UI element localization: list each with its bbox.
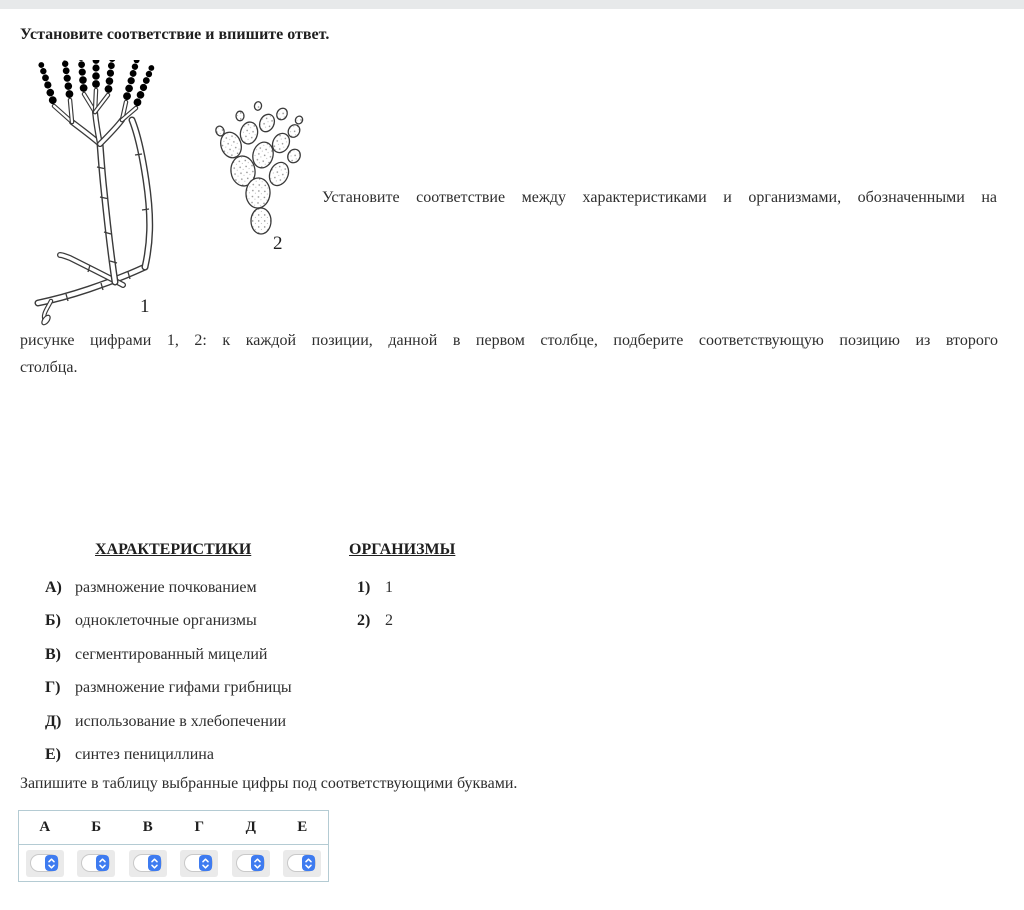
answer-cell-e <box>277 850 329 877</box>
answer-column-header-e: Е <box>297 819 308 835</box>
item-text: размножение почкованием <box>75 579 257 596</box>
answer-cell-a <box>19 850 71 877</box>
item-letter: Б) <box>45 612 61 630</box>
organism-value: 1 <box>385 579 393 596</box>
answer-table-header-row <box>19 811 328 845</box>
characteristic-item-e <box>0 738 360 771</box>
organisms-header: ОРГАНИЗМЫ <box>349 541 456 558</box>
stepper-up-down-icon <box>304 857 313 870</box>
answer-column-header-a: А <box>39 819 51 835</box>
figure-yeast-drawing <box>203 93 318 255</box>
characteristic-item-b <box>0 604 360 637</box>
stepper-up-down-icon <box>201 857 210 870</box>
answer-column-header-b: Б <box>91 819 102 835</box>
item-text: размножение гифами грибницы <box>75 679 292 697</box>
stepper-button-b[interactable] <box>96 855 109 871</box>
answer-table-input-row <box>19 845 328 881</box>
organism-number: 1) <box>357 579 371 596</box>
question-text-line1: Установите соответствие между характеристиками и организмами, обозначенными на <box>322 189 997 206</box>
question-text-line3: столбца. <box>20 359 78 376</box>
answer-spinner-v[interactable] <box>129 850 167 877</box>
organisms-list <box>357 571 477 638</box>
organism-number: 2) <box>357 612 371 630</box>
answer-spinner-e[interactable] <box>283 850 321 877</box>
answer-column-header-g: Г <box>194 819 205 835</box>
organism-item-1 <box>357 571 477 604</box>
item-letter: В) <box>45 645 61 663</box>
characteristics-header: ХАРАКТЕРИСТИКИ <box>95 541 252 558</box>
answer-cell-b <box>71 850 123 877</box>
item-letter: Е) <box>45 745 61 763</box>
figure-label-2: 2 <box>273 233 283 254</box>
stepper-up-down-icon <box>150 857 159 870</box>
stepper-up-down-icon <box>98 857 107 870</box>
item-text: сегментированный мицелий <box>75 645 268 663</box>
answer-column-header-d: Д <box>245 819 256 835</box>
stepper-up-down-icon <box>47 857 56 870</box>
top-gray-bar <box>0 0 1024 9</box>
answer-cell-g <box>174 850 226 877</box>
characteristic-item-g <box>0 671 360 704</box>
characteristics-list <box>0 571 360 771</box>
stepper-up-down-icon <box>253 857 262 870</box>
answer-cell-v <box>122 850 174 877</box>
item-letter: Г) <box>45 679 61 697</box>
answer-spinner-b[interactable] <box>77 850 115 877</box>
yeast-cells <box>215 101 304 234</box>
page-title: Установите соответствие и впишите ответ. <box>20 26 330 43</box>
stepper-button-d[interactable] <box>251 855 264 871</box>
characteristic-item-v <box>0 638 360 671</box>
organism-item-2 <box>357 604 477 637</box>
answer-cell-d <box>225 850 277 877</box>
item-letter: А) <box>45 579 62 596</box>
answer-spinner-a[interactable] <box>26 850 64 877</box>
characteristic-item-a <box>0 571 360 604</box>
stepper-button-g[interactable] <box>199 855 212 871</box>
answer-spinner-g[interactable] <box>180 850 218 877</box>
stepper-button-e[interactable] <box>302 855 315 871</box>
item-text: использование в хлебопечении <box>75 712 287 730</box>
answer-instruction: Запишите в таблицу выбранные цифры под соответствующими буквами. <box>20 775 518 792</box>
organism-value: 2 <box>385 612 393 630</box>
characteristic-item-d <box>0 705 360 738</box>
stepper-button-v[interactable] <box>148 855 161 871</box>
question-text-line2: рисунке цифрами 1, 2: к каждой позиции, данной в первом столбце, подберите соответствующую позицию из второго <box>20 332 998 349</box>
answer-column-header-v: В <box>142 819 153 835</box>
answer-spinner-d[interactable] <box>232 850 270 877</box>
item-text: синтез пенициллина <box>75 745 214 763</box>
figure-label-1: 1 <box>140 296 150 317</box>
figure-penicillium-drawing <box>18 60 186 326</box>
item-text: одноклеточные организмы <box>75 612 257 630</box>
stepper-button-a[interactable] <box>45 855 58 871</box>
answer-table <box>18 810 329 882</box>
item-letter: Д) <box>45 712 62 730</box>
